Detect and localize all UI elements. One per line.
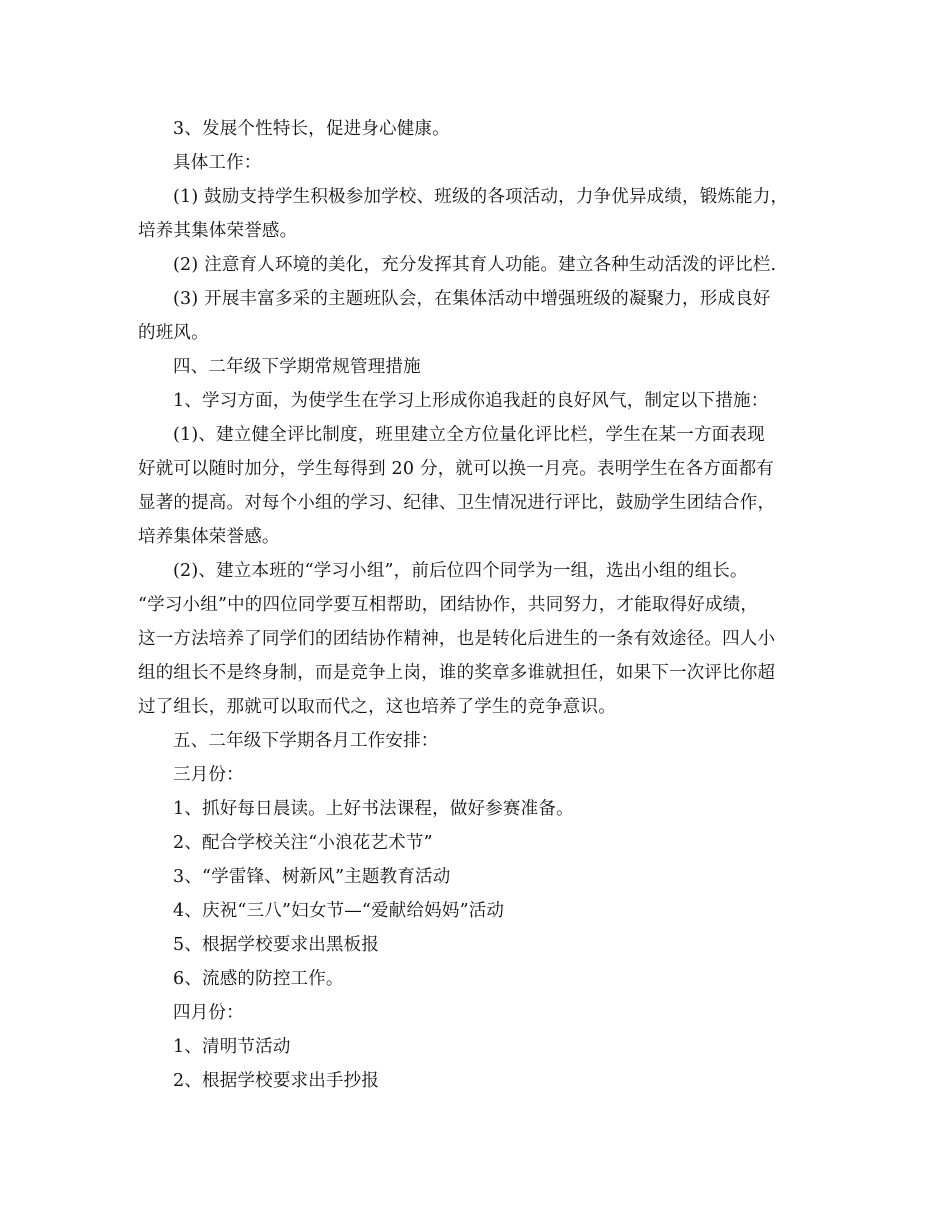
text-line: 1、抓好每日晨读。上好书法课程，做好参赛准备。: [173, 799, 574, 819]
text-line: (3) 开展丰富多采的主题班队会，在集体活动中增强班级的凝聚力，形成良好: [173, 289, 771, 309]
text-line: 显著的提高。对每个小组的学习、纪律、卫生情况进行评比，鼓励学生团结合作，: [138, 493, 776, 513]
text-line: 五、二年级下学期各月工作安排：: [173, 731, 439, 751]
text-line: 组的组长不是终身制，而是竞争上岗，谁的奖章多谁就担任，如果下一次评比你超: [138, 663, 776, 683]
text-line: 培养集体荣誉感。: [138, 527, 280, 547]
text-line: 2、根据学校要求出手抄报: [173, 1071, 380, 1091]
document-body: [138, 112, 828, 1098]
text-line: 培养其集体荣誉感。: [138, 221, 298, 241]
text-line: 3、“学雷锋、树新风”主题教育活动: [173, 867, 451, 887]
text-line: 4、庆祝“三八”妇女节—“爱献给妈妈”活动: [173, 901, 505, 921]
text-line: (1)、建立健全评比制度，班里建立全方位量化评比栏，学生在某一方面表现: [173, 425, 765, 445]
text-line: 的班风。: [138, 323, 209, 343]
text-line: 1、学习方面，为使学生在学习上形成你追我赶的良好风气，制定以下措施：: [173, 391, 769, 411]
text-line: 3、发展个性特长，促进身心健康。: [173, 119, 450, 139]
text-line: 1、清明节活动: [173, 1037, 291, 1057]
text-line: 这一方法培养了同学们的团结协作精神，也是转化后进生的一条有效途径。四人小: [138, 629, 776, 649]
text-line: 好就可以随时加分，学生每得到 20 分，就可以换一月亮。表明学生在各方面都有: [138, 459, 774, 479]
text-line: (2)、建立本班的“学习小组”，前后位四个同学为一组，选出小组的组长。: [173, 561, 748, 581]
text-line: 5、根据学校要求出黑板报: [173, 935, 380, 955]
text-line: (2) 注意育人环境的美化，充分发挥其育人功能。建立各种生动活泼的评比栏.: [173, 255, 777, 275]
text-line: “学习小组”中的四位同学要互相帮助，团结协作，共同努力，才能取得好成绩，: [138, 595, 759, 615]
text-line: 2、配合学校关注“小浪花艺术节”: [173, 833, 433, 853]
text-line: 三月份：: [173, 765, 244, 785]
text-line: 四、二年级下学期常规管理措施: [173, 357, 421, 377]
text-line: 具体工作：: [173, 153, 262, 173]
text-line: 过了组长，那就可以取而代之，这也培养了学生的竞争意识。: [138, 697, 616, 717]
text-line: 6、流感的防控工作。: [173, 969, 344, 989]
text-line: (1) 鼓励支持学生积极参加学校、班级的各项活动，力争优异成绩，锻炼能力，: [173, 187, 789, 207]
text-line: 四月份：: [173, 1003, 244, 1023]
